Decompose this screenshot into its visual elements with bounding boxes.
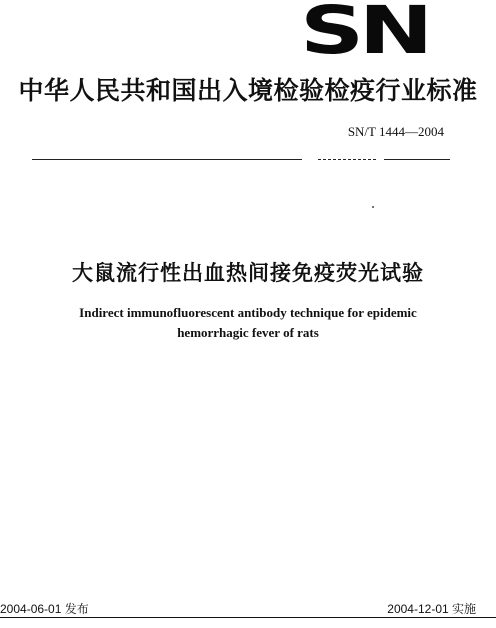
title-english-line-2: hemorrhagic fever of rats [177, 325, 319, 340]
standard-code: SN/T 1444—2004 [347, 124, 444, 139]
footer-rule [0, 617, 496, 618]
header-rule-right [384, 159, 450, 160]
sn-logo: SN [300, 0, 428, 69]
document-title-chinese: 大鼠流行性出血热间接免疫荧光试验 [72, 261, 424, 285]
header-rule-left [32, 159, 302, 160]
implementation-date: 2004-12-01 实施 [387, 602, 476, 616]
title-english-line-1: Indirect immunofluorescent antibody technique for epidemic [79, 305, 417, 320]
header-rule-middle [318, 159, 376, 160]
standard-category-title: 中华人民共和国出入境检验检疫行业标准 [18, 76, 478, 105]
document-title-english [0, 303, 496, 343]
issue-date: 2004-06-01 发布 [0, 602, 89, 616]
scan-dot [372, 206, 374, 208]
